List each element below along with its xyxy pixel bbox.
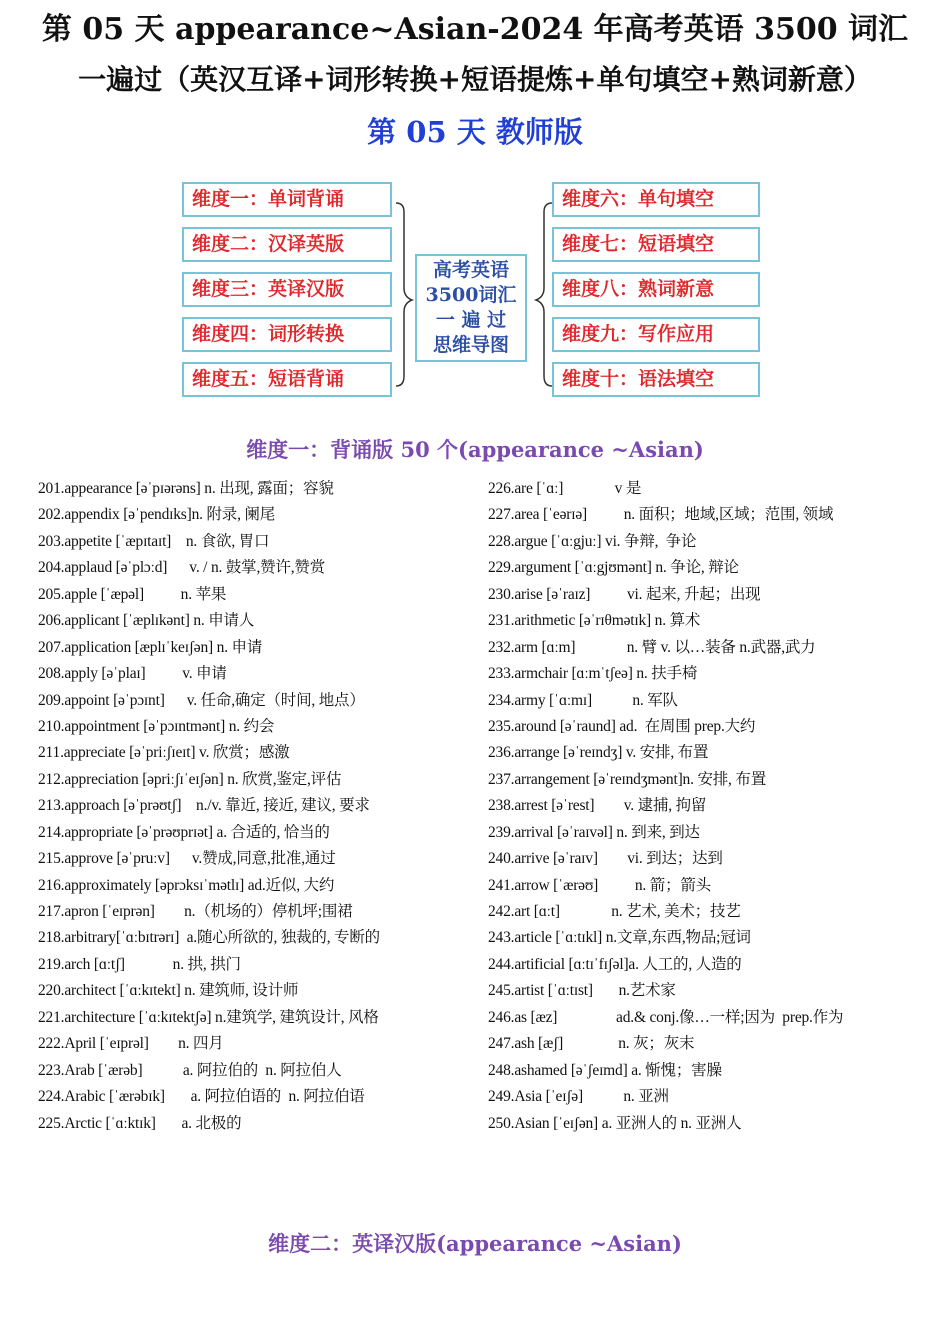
vocab-entry: 216.approximately [əprɔksɪˈmətlɪ] ad.近似, 大约 <box>38 876 335 894</box>
mindmap-box-dim8: 维度八：熟词新意 <box>552 272 760 307</box>
vocab-entry: 201.appearance [əˈpɪərəns] n. 出现, 露面；容貌 <box>38 480 334 497</box>
vocab-entry: 243.article [ˈɑːtɪkl] n.文章,东西,物品;冠词 <box>488 929 751 947</box>
vocab-entry: 221.architecture [ˈɑːkɪtektʃə] n.建筑学, 建筑设计, 风格 <box>38 1008 379 1026</box>
mindmap-box-dim5: 维度五：短语背诵 <box>182 362 392 397</box>
vocab-entry: 235.around [əˈraund] ad. 在周围 prep.大约 <box>488 717 756 735</box>
vocab-entry: 245.artist [ˈɑːtɪst] n.艺术家 <box>488 982 676 1000</box>
vocab-entry: 217.apron [ˈeɪprən] n.（机场的）停机坪;围裙 <box>38 903 353 920</box>
vocab-entry: 211.appreciate [əˈpriːʃɪeɪt] v. 欣赏；感激 <box>38 744 290 762</box>
vocab-entry: 233.armchair [ɑːmˈtʃeə] n. 扶手椅 <box>488 665 698 683</box>
vocab-entry: 241.arrow [ˈærəʊ] n. 箭；箭头 <box>488 876 711 894</box>
vocab-entry: 219.arch [ɑːtʃ] n. 拱, 拱门 <box>38 955 241 973</box>
mindmap-box-dim2: 维度二：汉译英版 <box>182 227 392 262</box>
section-title-recitation: 维度一：背诵版 50 个(appearance ~Asian) <box>246 437 704 462</box>
vocab-entry: 208.apply [əˈplaɪ] v. 申请 <box>38 665 227 683</box>
section-title-en-zh: 维度二：英译汉版(appearance ~Asian) <box>268 1231 682 1256</box>
mindmap-box-dim7: 维度七：短语填空 <box>552 227 760 262</box>
edition-label: 第 05 天 教师版 <box>367 115 583 149</box>
vocab-entry: 226.are [ˈɑː] v 是 <box>488 480 642 497</box>
vocab-entry: 206.applicant [ˈæplɪkənt] n. 申请人 <box>38 612 255 630</box>
mindmap-box-dim4: 维度四：词形转换 <box>182 317 392 352</box>
vocab-list-left <box>38 476 478 1137</box>
vocab-entry: 229.argument [ˈɑːgjʊmənt] n. 争论, 辩论 <box>488 559 739 577</box>
vocab-entry: 249.Asia [ˈeɪʃə] n. 亚洲 <box>488 1088 669 1106</box>
vocab-entry: 223.Arab [ˈærəb] a. 阿拉伯的 n. 阿拉伯人 <box>38 1061 342 1079</box>
vocab-entry: 225.Arctic [ˈɑːktɪk] a. 北极的 <box>38 1114 242 1132</box>
vocab-entry: 231.arithmetic [əˈrɪθmətɪk] n. 算术 <box>488 612 701 630</box>
vocab-entry: 213.approach [əˈprəʊtʃ] n./v. 靠近, 接近, 建议, 要求 <box>38 797 370 815</box>
vocab-entry: 242.art [ɑːt] n. 艺术, 美术；技艺 <box>488 903 741 920</box>
vocab-entry: 232.arm [ɑːm] n. 臂 v. 以…装备 n.武器,武力 <box>488 638 816 656</box>
vocab-entry: 203.appetite [ˈæpɪtaɪt] n. 食欲, 胃口 <box>38 532 270 550</box>
vocab-entry: 215.approve [əˈpruːv] v.赞成,同意,批准,通过 <box>38 850 336 868</box>
vocab-entry: 236.arrange [əˈreɪndʒ] v. 安排, 布置 <box>488 744 709 762</box>
mindmap-center-line: 一 遍 过 <box>435 309 507 331</box>
vocab-entry: 209.appoint [əˈpɔɪnt] v. 任命,确定（时间, 地点） <box>38 691 365 709</box>
vocab-entry: 227.area [ˈeərɪə] n. 面积；地域,区域；范围, 领域 <box>488 506 834 524</box>
mindmap-box-dim3: 维度三：英译汉版 <box>182 272 392 307</box>
vocab-entry: 250.Asian [ˈeɪʃən] a. 亚洲人的 n. 亚洲人 <box>488 1114 742 1132</box>
vocab-entry: 228.argue [ˈɑːgjuː] vi. 争辩, 争论 <box>488 532 697 550</box>
vocab-entry: 207.application [æplɪˈkeɪʃən] n. 申请 <box>38 638 263 656</box>
vocab-entry: 247.ash [æʃ] n. 灰；灰末 <box>488 1035 695 1053</box>
vocab-entry: 210.appointment [əˈpɔɪntmənt] n. 约会 <box>38 717 275 735</box>
page-title: 第 05 天 appearance~Asian-2024 年高考英语 3500 词汇 <box>41 12 909 47</box>
vocab-entry: 244.artificial [ɑːtɪˈfɪʃəl]a. 人工的, 人造的 <box>488 955 742 973</box>
vocab-entry: 246.as [æz] ad.& conj.像…一样;因为 prep.作为 <box>488 1008 844 1026</box>
mindmap-box-dim9: 维度九：写作应用 <box>552 317 760 352</box>
mindmap-box-dim6: 维度六：单句填空 <box>552 182 760 217</box>
vocab-list-right <box>488 476 928 1137</box>
page-subtitle: 一遍过（英汉互译+词形转换+短语提炼+单句填空+熟词新意） <box>78 63 872 96</box>
vocab-entry: 237.arrangement [əˈreɪndʒmənt]n. 安排, 布置 <box>488 770 766 788</box>
vocab-entry: 239.arrival [əˈraɪvəl] n. 到来, 到达 <box>488 823 700 841</box>
vocab-entry: 224.Arabic [ˈærəbɪk] a. 阿拉伯语的 n. 阿拉伯语 <box>38 1088 365 1106</box>
vocab-entry: 202.appendix [əˈpendɪks]n. 附录, 阑尾 <box>38 506 276 524</box>
mindmap-center-line: 思维导图 <box>432 334 509 356</box>
vocab-entry: 205.apple [ˈæpəl] n. 苹果 <box>38 585 227 603</box>
vocab-entry: 248.ashamed [əˈʃeɪmd] a. 惭愧；害臊 <box>488 1061 722 1079</box>
vocab-entry: 234.army [ˈɑːmɪ] n. 军队 <box>488 691 678 709</box>
vocab-entry: 240.arrive [əˈraɪv] vi. 到达；达到 <box>488 850 723 868</box>
vocab-entry: 218.arbitrary[ˈɑːbɪtrərɪ] a.随心所欲的, 独裁的, 专断的 <box>38 929 380 947</box>
mindmap-box-dim1: 维度一：单词背诵 <box>182 182 392 217</box>
mindmap-box-dim10: 维度十：语法填空 <box>552 362 760 397</box>
vocab-entry: 220.architect [ˈɑːkɪtekt] n. 建筑师, 设计师 <box>38 982 299 1000</box>
vocab-entry: 230.arise [əˈraɪz] vi. 起来, 升起；出现 <box>488 585 761 603</box>
mindmap-center-line: 高考英语 <box>432 259 509 281</box>
vocab-entry: 222.April [ˈeɪprəl] n. 四月 <box>38 1035 224 1053</box>
mindmap-center-line: 3500词汇 <box>425 284 517 306</box>
vocab-entry: 212.appreciation [əpriːʃɪˈeɪʃən] n. 欣赏,鉴定,评估 <box>38 770 342 788</box>
mindmap-center <box>415 254 527 362</box>
vocab-entry: 204.applaud [əˈplɔːd] v. / n. 鼓掌,赞许,赞赏 <box>38 559 325 577</box>
vocab-entry: 238.arrest [əˈrest] v. 逮捕, 拘留 <box>488 797 707 815</box>
vocab-entry: 214.appropriate [əˈprəʊprɪət] a. 合适的, 恰当的 <box>38 823 330 841</box>
